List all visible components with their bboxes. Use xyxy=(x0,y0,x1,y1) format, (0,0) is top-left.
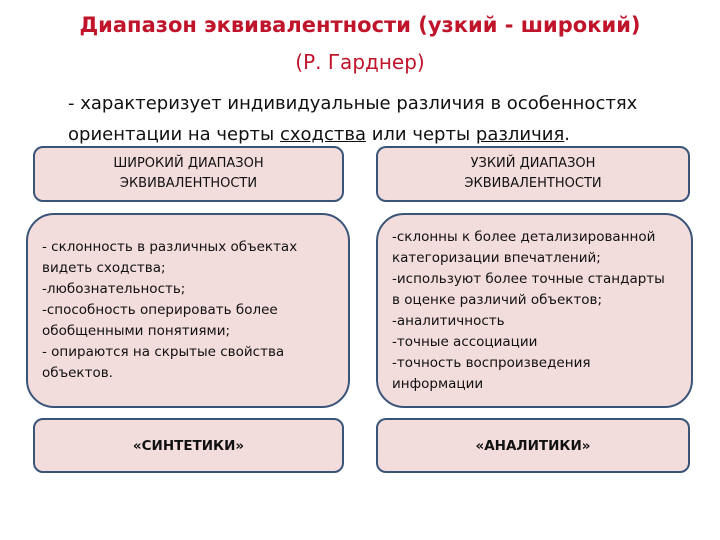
narrow-trait-item: -используют более точные стандарты в оценке различий объектов; xyxy=(392,270,665,308)
intro-line-2-end: . xyxy=(564,124,571,145)
wide-range-traits xyxy=(26,213,350,408)
analytics-label: «АНАЛИТИКИ» xyxy=(376,418,690,473)
wide-range-header-line-2: ЭКВИВАЛЕНТНОСТИ xyxy=(119,176,258,191)
intro-text xyxy=(68,88,698,150)
narrow-range-traits xyxy=(376,213,693,408)
slide-subtitle: (Р. Гарднер) xyxy=(295,50,425,74)
wide-trait-item: - опираются на скрытые свойства объектов. xyxy=(42,344,285,381)
wide-trait-item: -любознательность; xyxy=(42,281,186,297)
synthetics-label: «СИНТЕТИКИ» xyxy=(33,418,344,473)
term-similarity: сходства xyxy=(279,124,366,145)
intro-line-2-mid: или черты xyxy=(365,124,476,145)
intro-line-2-start: ориентации на черты xyxy=(68,124,280,145)
narrow-trait-item: -склонны к более детализированной категоризации впечатлений; xyxy=(392,228,656,266)
narrow-trait-item: -точные ассоциации xyxy=(392,333,538,350)
wide-trait-item: -способность оперировать более обобщенными понятиями; xyxy=(42,302,278,339)
term-difference: различия xyxy=(475,124,565,145)
wide-range-header xyxy=(33,146,344,202)
narrow-trait-item: -аналитичность xyxy=(392,312,505,329)
wide-trait-item: - склонность в различных объектах видеть сходства; xyxy=(42,239,298,276)
narrow-trait-item: -точность воспроизведения информации xyxy=(392,354,591,392)
wide-range-header-line-1: ШИРОКИЙ ДИАПАЗОН xyxy=(113,156,264,171)
intro-line-1: - характеризует индивидуальные различия в особенностях xyxy=(68,93,638,114)
narrow-range-header-line-2: ЭКВИВАЛЕНТНОСТИ xyxy=(464,176,602,191)
narrow-range-header-line-1: УЗКИЙ ДИАПАЗОН xyxy=(470,156,596,171)
slide-title: Диапазон эквивалентности (узкий - широкий) xyxy=(79,13,641,37)
narrow-range-header xyxy=(376,146,690,202)
